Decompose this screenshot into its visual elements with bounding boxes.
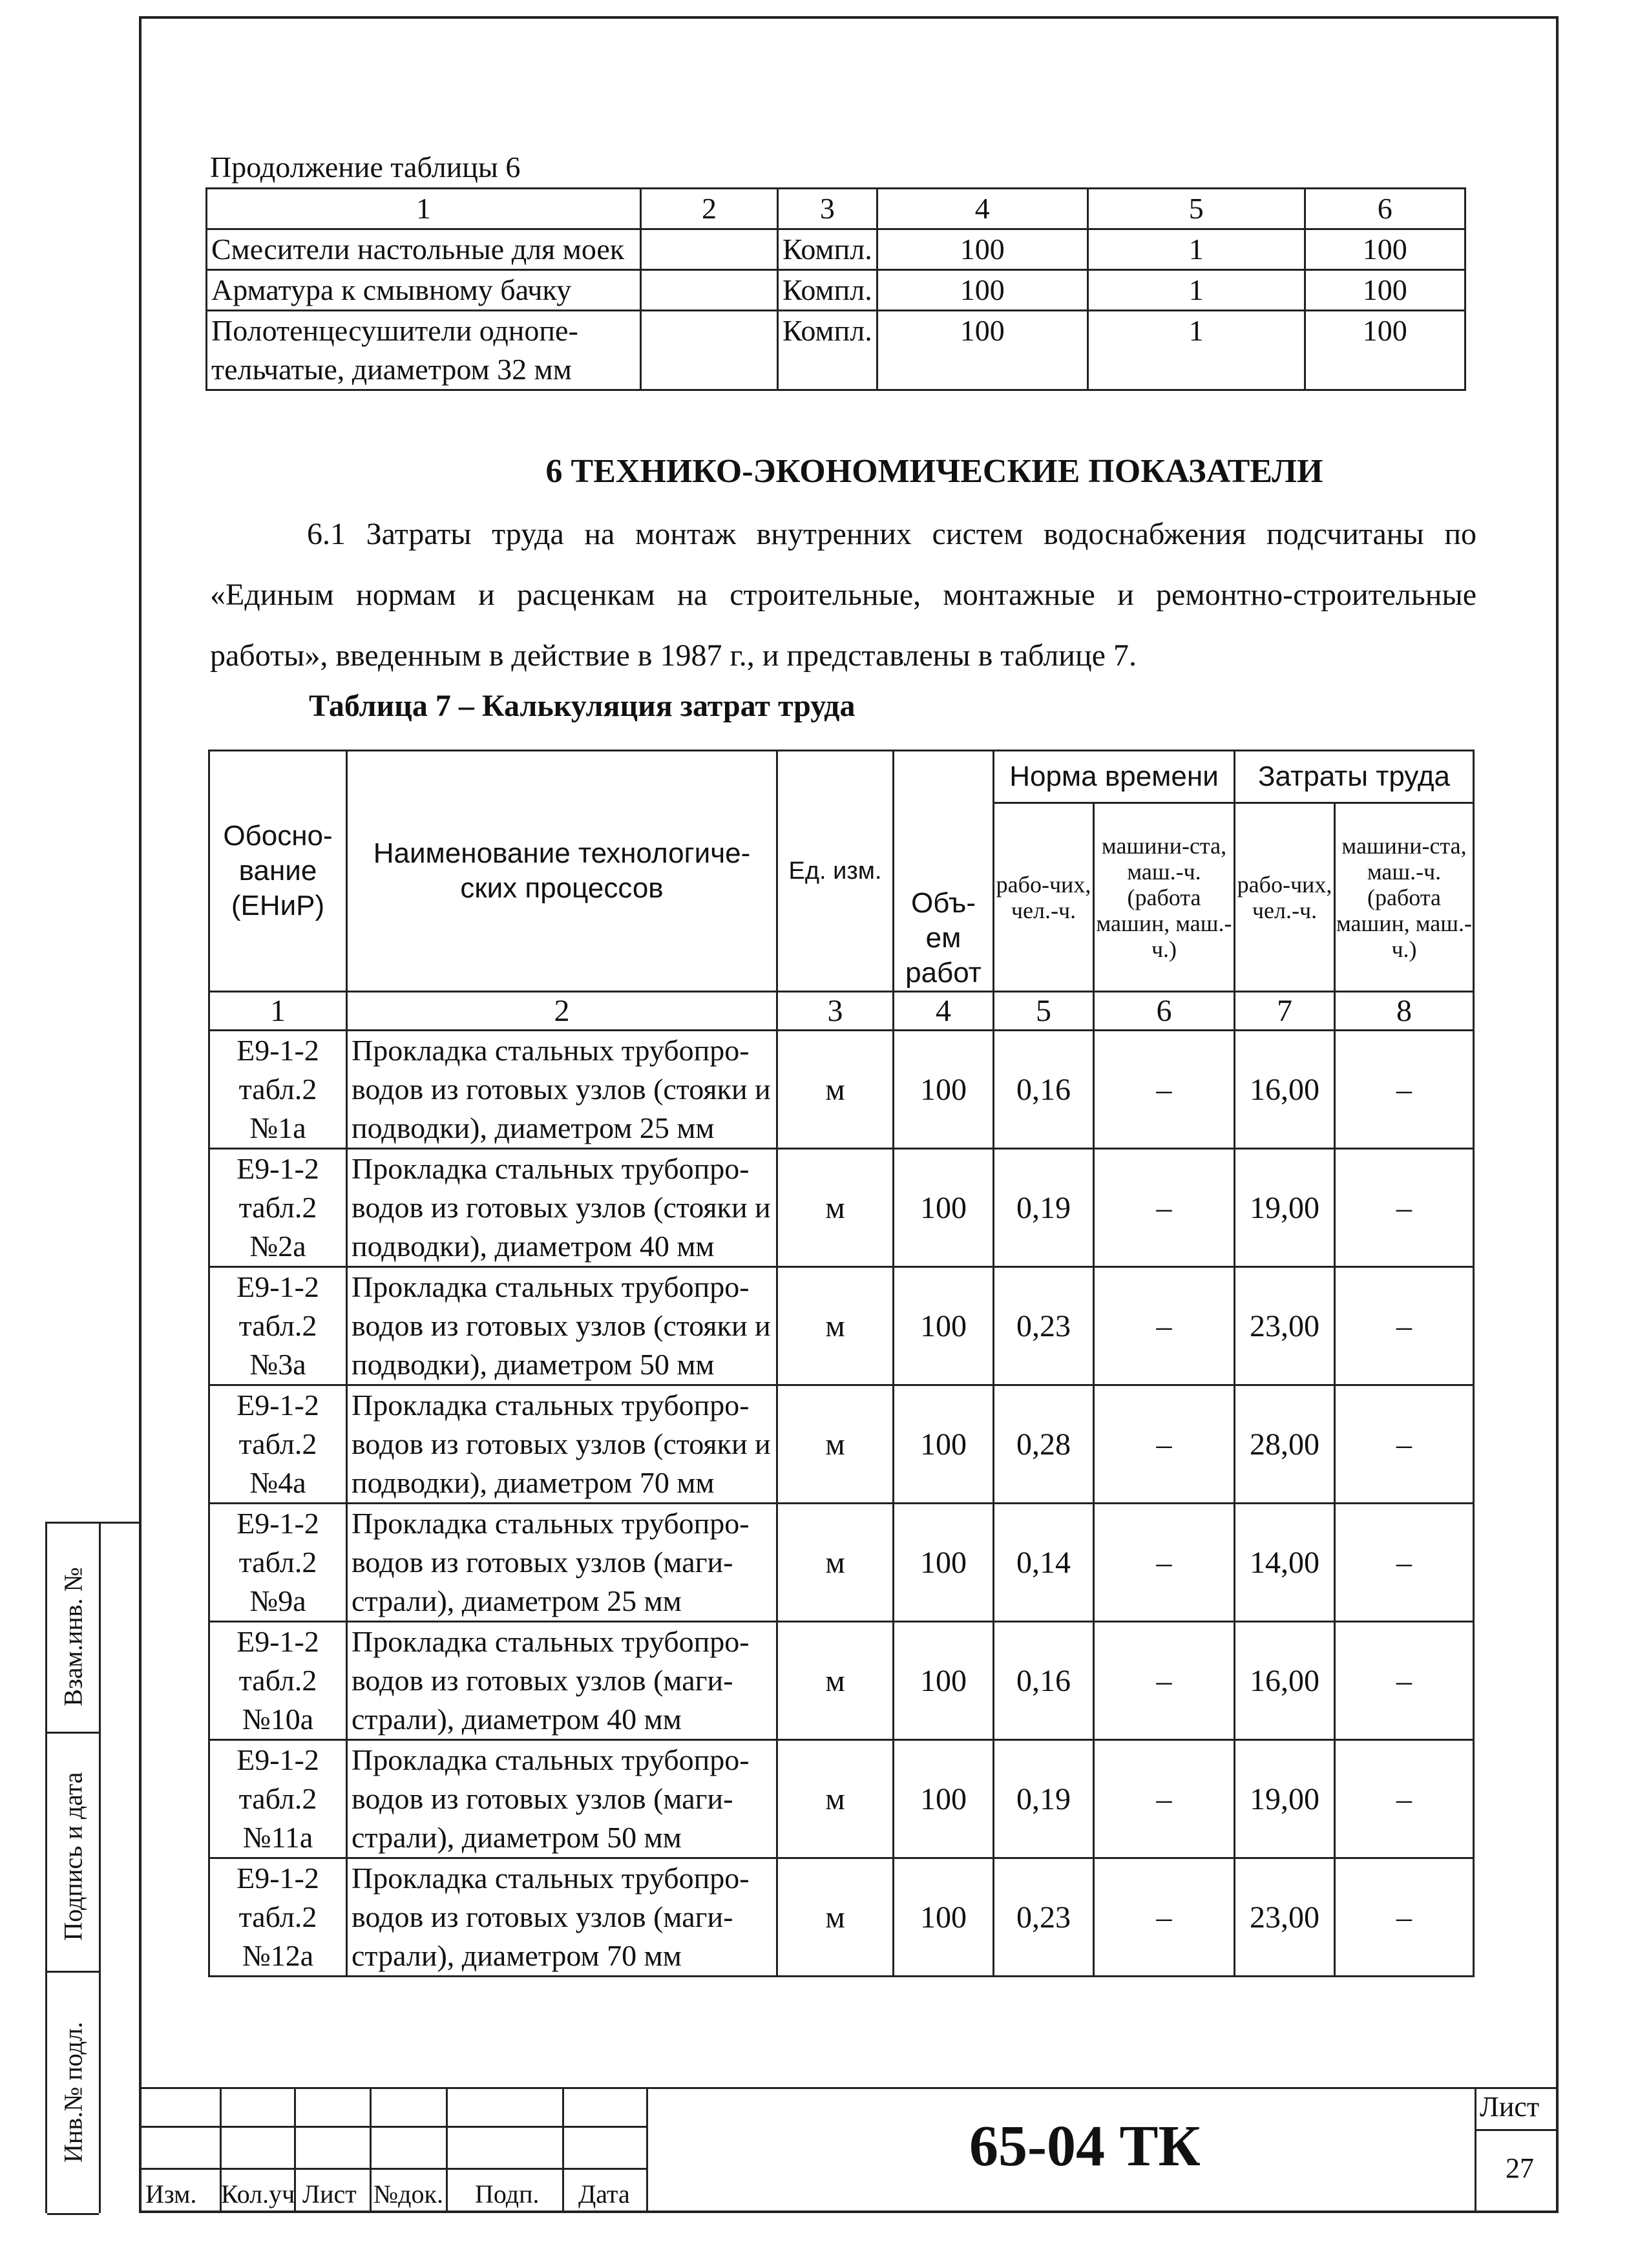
table-row [209, 1504, 1474, 1622]
labor-workers: 14,00 [1235, 1504, 1335, 1622]
process-name: Прокладка стальных трубопро-водов из готовых узлов (стояки и подводки), диаметром 50 мм [347, 1267, 777, 1385]
stamp-ndok: №док. [373, 2179, 443, 2209]
labor-workers: 16,00 [1235, 1622, 1335, 1740]
labor-machinists: – [1335, 1267, 1474, 1385]
unit: м [777, 1504, 894, 1622]
section-heading: 6 ТЕХНИКО-ЭКОНОМИЧЕСКИЕ ПОКАЗАТЕЛИ [545, 453, 1323, 490]
volume: 100 [894, 1149, 994, 1267]
table-header-row [207, 189, 1465, 229]
process-name: Прокладка стальных трубопро-водов из готовых узлов (маги-страли), диаметром 40 мм [347, 1622, 777, 1740]
norm-workers: 0,19 [994, 1740, 1094, 1858]
header-unit: Ед. изм. [777, 751, 894, 992]
table-row [207, 229, 1465, 270]
header-labor-workers: рабо-чих, чел.-ч. [1235, 803, 1335, 992]
cell: 100 [1305, 229, 1465, 270]
labor-machinists: – [1335, 1740, 1474, 1858]
cell: 100 [877, 311, 1087, 390]
labor-machinists: – [1335, 1504, 1474, 1622]
table-row [207, 311, 1465, 390]
column-number: 7 [1235, 992, 1335, 1031]
unit: м [777, 1858, 894, 1977]
header-cell: 4 [877, 189, 1087, 229]
item-name: Арматура к смывному бачку [207, 270, 641, 311]
table-row [209, 1149, 1474, 1267]
process-name: Прокладка стальных трубопро-водов из готовых узлов (стояки и подводки), диаметром 40 мм [347, 1149, 777, 1267]
vzam-inv-label: Взам.инв. № [58, 1567, 88, 1706]
table-7-labor-calculation [208, 750, 1475, 1977]
table-row [209, 1858, 1474, 1977]
item-name: Смесители настольные для моек [207, 229, 641, 270]
norm-machinists: – [1094, 1149, 1235, 1267]
process-name: Прокладка стальных трубопро-водов из готовых узлов (стояки и подводки), диаметром 70 мм [347, 1385, 777, 1504]
unit: м [777, 1385, 894, 1504]
cell: 1 [1087, 229, 1305, 270]
unit: м [777, 1622, 894, 1740]
volume: 100 [894, 1740, 994, 1858]
header-process-name: Наименование технологиче-ских процессов [347, 751, 777, 992]
inv-podl-label: Инв.№ подл. [58, 2022, 88, 2163]
row-basis: Е9-1-2 табл.2 №9а [209, 1504, 347, 1622]
row-basis: Е9-1-2 табл.2 №10а [209, 1622, 347, 1740]
header-basis: Обосно-вание (ЕНиР) [209, 751, 347, 992]
stamp-podp: Подп. [475, 2179, 540, 2209]
cell: 100 [877, 229, 1087, 270]
header-cell: 1 [207, 189, 641, 229]
norm-workers: 0,19 [994, 1149, 1094, 1267]
labor-workers: 28,00 [1235, 1385, 1335, 1504]
column-number: 2 [347, 992, 777, 1031]
process-name: Прокладка стальных трубопро-водов из готовых узлов (маги-страли), диаметром 70 мм [347, 1858, 777, 1977]
norm-workers: 0,16 [994, 1031, 1094, 1149]
labor-workers: 23,00 [1235, 1267, 1335, 1385]
norm-workers: 0,23 [994, 1267, 1094, 1385]
norm-machinists: – [1094, 1031, 1235, 1149]
labor-machinists: – [1335, 1031, 1474, 1149]
labor-workers: 19,00 [1235, 1740, 1335, 1858]
column-number: 8 [1335, 992, 1474, 1031]
process-name: Прокладка стальных трубопро-водов из готовых узлов (маги-страли), диаметром 50 мм [347, 1740, 777, 1858]
cell: 100 [877, 270, 1087, 311]
unit: Компл. [778, 311, 877, 390]
header-time-norm: Норма времени [994, 751, 1235, 803]
volume: 100 [894, 1031, 994, 1149]
column-number: 6 [1094, 992, 1235, 1031]
stamp-izm: Изм. [145, 2179, 197, 2209]
header-norm-machinists: машини-ста, маш.-ч. (работа машин, маш.-ч.) [1094, 803, 1235, 992]
cell [641, 229, 778, 270]
table-row [209, 1267, 1474, 1385]
table-row [209, 1740, 1474, 1858]
unit: Компл. [778, 270, 877, 311]
document-code: 65-04 ТК [969, 2114, 1201, 2178]
unit: м [777, 1740, 894, 1858]
cell [641, 311, 778, 390]
norm-machinists: – [1094, 1267, 1235, 1385]
norm-workers: 0,28 [994, 1385, 1094, 1504]
column-number: 3 [777, 992, 894, 1031]
row-basis: Е9-1-2 табл.2 №2а [209, 1149, 347, 1267]
header-cell: 3 [778, 189, 877, 229]
cell: 1 [1087, 311, 1305, 390]
cell: 1 [1087, 270, 1305, 311]
labor-machinists: – [1335, 1622, 1474, 1740]
sheet-label: Лист [1480, 2091, 1540, 2123]
row-basis: Е9-1-2 табл.2 №4а [209, 1385, 347, 1504]
header-norm-workers: рабо-чих, чел.-ч. [994, 803, 1094, 992]
norm-machinists: – [1094, 1504, 1235, 1622]
section-paragraph: 6.1 Затраты труда на монтаж внутренних систем водоснабжения подсчитаны по «Единым нормам и расценкам на строительные, монтажные и ремонтно-строительные работы», введенным в действие в 1987 г., и представлены в таблице 7. [210, 517, 1476, 673]
cell: 100 [1305, 311, 1465, 390]
process-name: Прокладка стальных трубопро-водов из готовых узлов (маги-страли), диаметром 25 мм [347, 1504, 777, 1622]
unit: м [777, 1267, 894, 1385]
column-number: 1 [209, 992, 347, 1031]
process-name: Прокладка стальных трубопро-водов из готовых узлов (стояки и подводки), диаметром 25 мм [347, 1031, 777, 1149]
table-6-continuation [205, 187, 1466, 391]
labor-workers: 19,00 [1235, 1149, 1335, 1267]
table-row [209, 1385, 1474, 1504]
stamp-list: Лист [302, 2179, 357, 2209]
row-basis: Е9-1-2 табл.2 №12а [209, 1858, 347, 1977]
header-cell: 5 [1087, 189, 1305, 229]
volume: 100 [894, 1267, 994, 1385]
sheet-number: 27 [1506, 2152, 1534, 2184]
unit: Компл. [778, 229, 877, 270]
header-volume: Объ-ем работ [894, 751, 994, 992]
row-basis: Е9-1-2 табл.2 №3а [209, 1267, 347, 1385]
labor-workers: 23,00 [1235, 1858, 1335, 1977]
stamp-data: Дата [578, 2179, 630, 2209]
norm-machinists: – [1094, 1740, 1235, 1858]
volume: 100 [894, 1858, 994, 1977]
signature-date-label: Подпись и дата [58, 1772, 88, 1941]
norm-machinists: – [1094, 1385, 1235, 1504]
header-labor-machinists: машини-ста, маш.-ч. (работа машин, маш.-ч.) [1335, 803, 1474, 992]
norm-workers: 0,14 [994, 1504, 1094, 1622]
labor-machinists: – [1335, 1149, 1474, 1267]
volume: 100 [894, 1622, 994, 1740]
norm-machinists: – [1094, 1622, 1235, 1740]
cell [641, 270, 778, 311]
unit: м [777, 1031, 894, 1149]
volume: 100 [894, 1385, 994, 1504]
table-row [209, 1031, 1474, 1149]
header-cell: 6 [1305, 189, 1465, 229]
table-row [209, 1622, 1474, 1740]
row-basis: Е9-1-2 табл.2 №11а [209, 1740, 347, 1858]
header-cell: 2 [641, 189, 778, 229]
table-row [207, 270, 1465, 311]
stamp-kol-uch: Кол.уч [221, 2179, 295, 2209]
norm-workers: 0,16 [994, 1622, 1094, 1740]
table-7-caption: Таблица 7 – Калькуляция затрат труда [309, 689, 856, 723]
labor-workers: 16,00 [1235, 1031, 1335, 1149]
norm-workers: 0,23 [994, 1858, 1094, 1977]
labor-machinists: – [1335, 1385, 1474, 1504]
column-number: 5 [994, 992, 1094, 1031]
side-stamp [45, 1522, 141, 2213]
unit: м [777, 1149, 894, 1267]
cell: 100 [1305, 270, 1465, 311]
column-number: 4 [894, 992, 994, 1031]
header-labor-costs: Затраты труда [1235, 751, 1474, 803]
row-basis: Е9-1-2 табл.2 №1а [209, 1031, 347, 1149]
volume: 100 [894, 1504, 994, 1622]
continuation-caption: Продолжение таблицы 6 [210, 151, 521, 184]
item-name: Полотенцесушители однопе-тельчатые, диаметром 32 мм [207, 311, 641, 390]
norm-machinists: – [1094, 1858, 1235, 1977]
labor-machinists: – [1335, 1858, 1474, 1977]
